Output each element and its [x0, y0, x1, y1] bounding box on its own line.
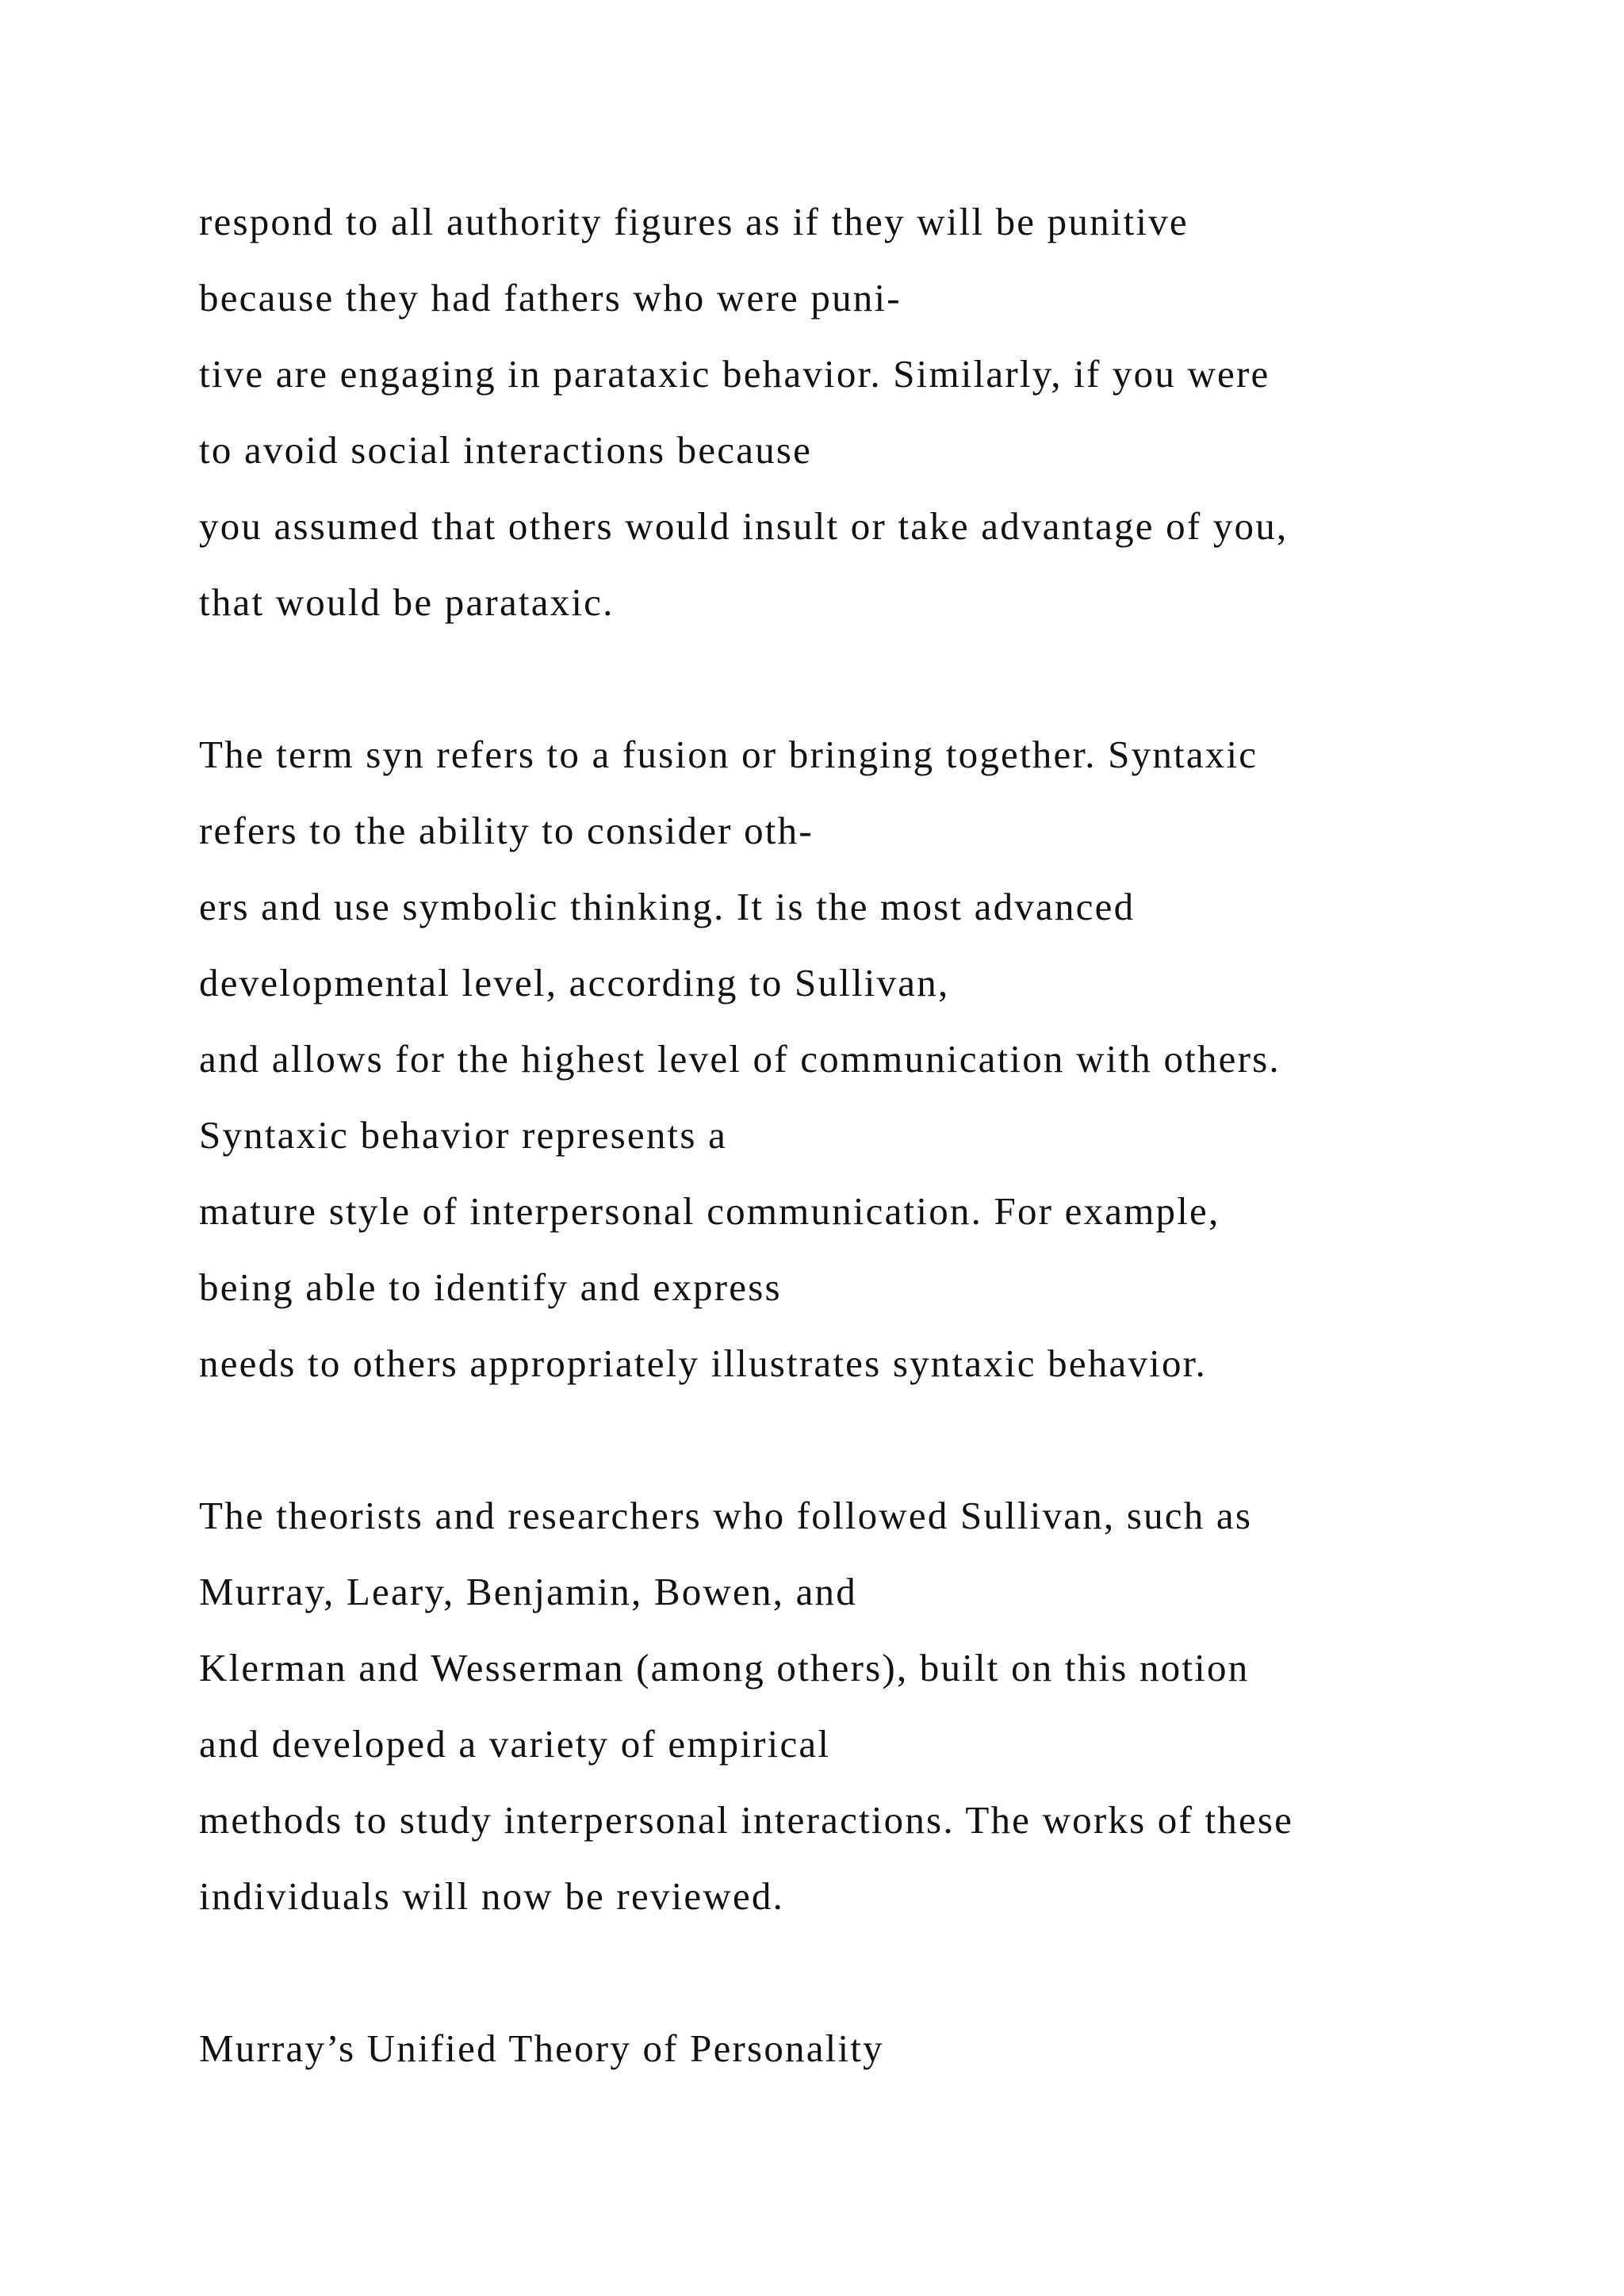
- paragraph-3: [199, 1494, 1595, 1950]
- text-line: needs to others appropriately illustrates syntaxic behavior.: [199, 1341, 1207, 1385]
- text-line: The term syn refers to a fusion or bringing together. Syntaxic: [199, 733, 1258, 776]
- paragraph-gap: [199, 656, 1595, 733]
- text-line: to avoid social interactions because: [199, 428, 813, 472]
- text-line: you assumed that others would insult or take advantage of you,: [199, 504, 1289, 548]
- paragraph-gap: [199, 1418, 1595, 1494]
- text-line: mature style of interpersonal communication. For example,: [199, 1189, 1220, 1233]
- text-line: Syntaxic behavior represents a: [199, 1113, 728, 1157]
- text-line: methods to study interpersonal interactions. The works of these: [199, 1798, 1294, 1842]
- text-line: that would be parataxic.: [199, 580, 615, 624]
- paragraph-1: [199, 200, 1595, 656]
- section-heading: Murray’s Unified Theory of Personality: [199, 2026, 884, 2070]
- text-line: and developed a variety of empirical: [199, 1722, 831, 1766]
- text-line: and allows for the highest level of communication with others.: [199, 1037, 1281, 1081]
- text-line: Murray, Leary, Benjamin, Bowen, and: [199, 1570, 857, 1613]
- document-body: [199, 200, 1595, 2103]
- text-line: Klerman and Wesserman (among others), built on this notion: [199, 1646, 1250, 1689]
- text-line: ers and use symbolic thinking. It is the most advanced: [199, 885, 1136, 928]
- paragraph-2: [199, 733, 1595, 1418]
- text-line: developmental level, according to Sullivan,: [199, 961, 950, 1004]
- paragraph-gap: [199, 1950, 1595, 2026]
- text-line: refers to the ability to consider oth-: [199, 809, 814, 852]
- text-line: because they had fathers who were puni-: [199, 276, 902, 320]
- text-line: individuals will now be reviewed.: [199, 1874, 785, 1918]
- text-line: respond to all authority figures as if they will be punitive: [199, 200, 1189, 243]
- text-line: being able to identify and express: [199, 1265, 782, 1309]
- text-line: tive are engaging in parataxic behavior. Similarly, if you were: [199, 352, 1270, 396]
- text-line: The theorists and researchers who followed Sullivan, such as: [199, 1494, 1253, 1537]
